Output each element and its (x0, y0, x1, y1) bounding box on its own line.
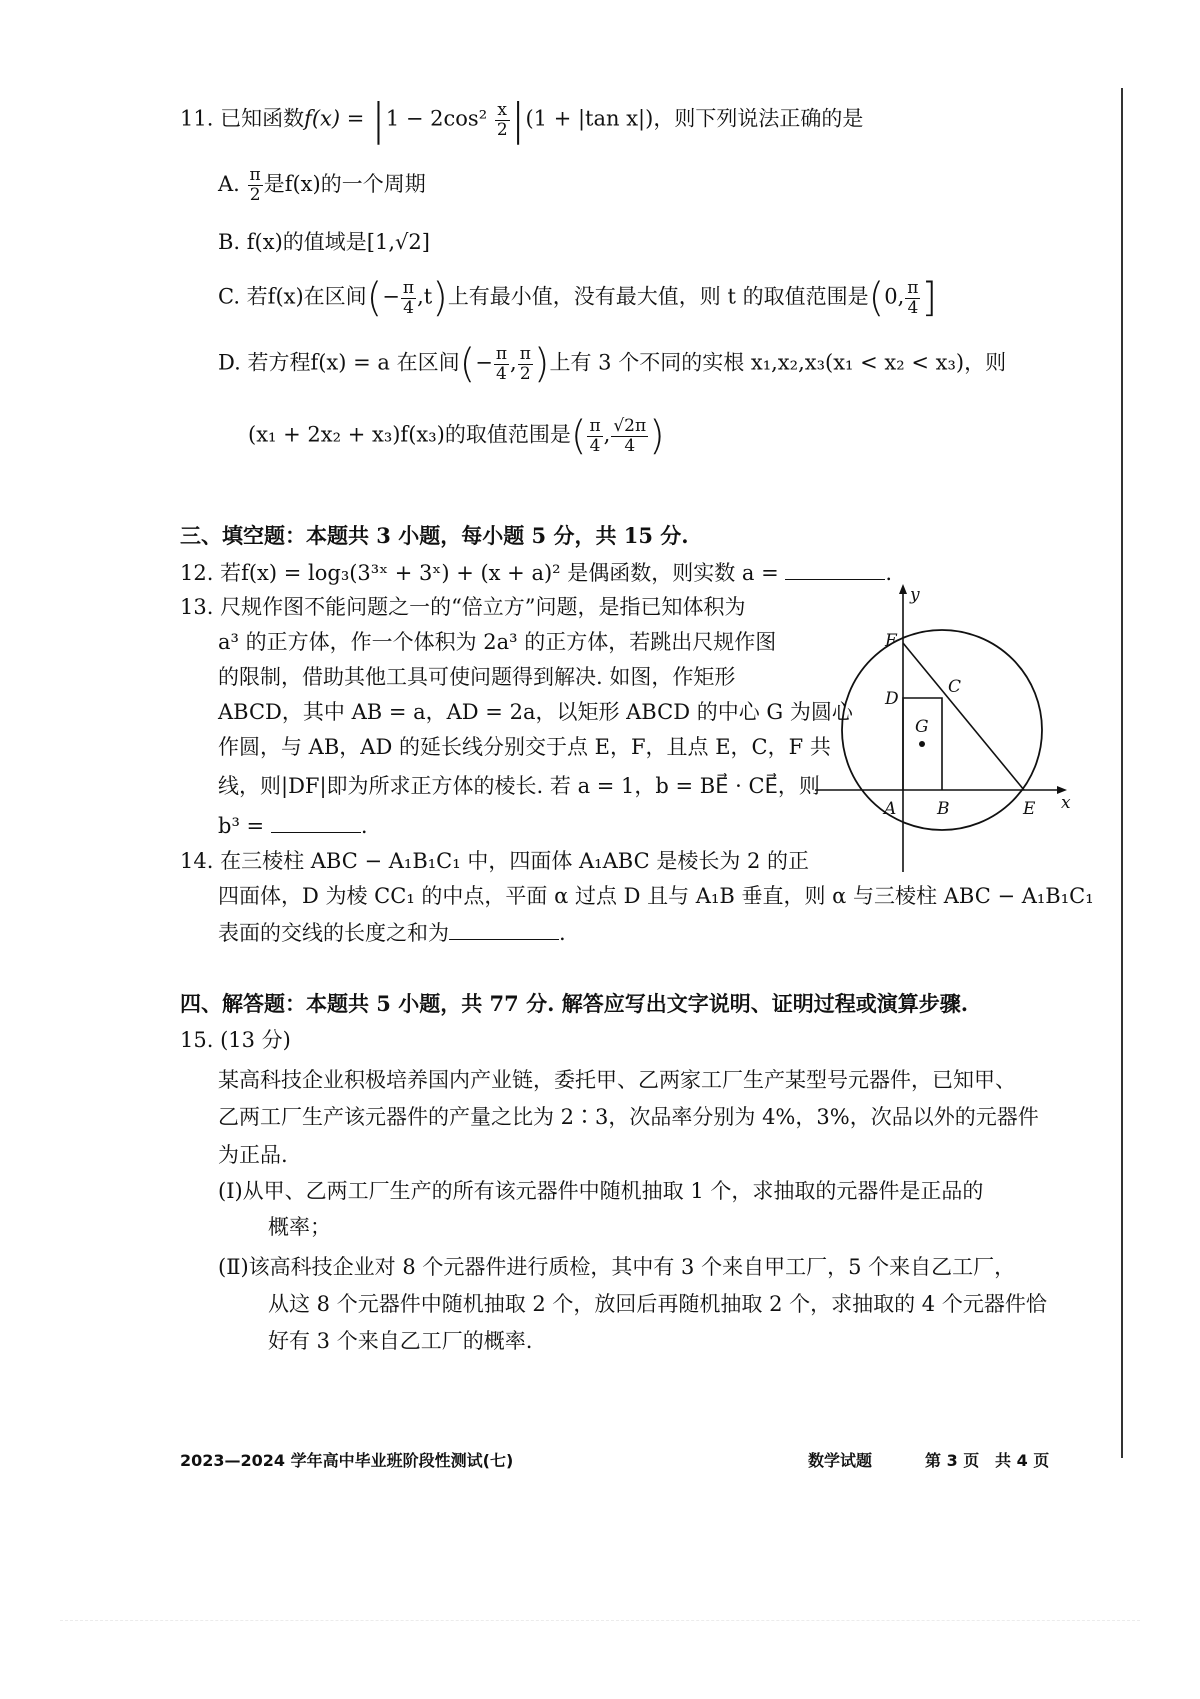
label-d: D (885, 689, 899, 709)
point-g (919, 741, 925, 747)
q12-answer-blank (785, 557, 885, 580)
q11-option-c: C. 若f(x)在区间(− $\frac{\pi}{4}$ ,t)上有最小值，没有最大值，则 t 的取值范围是(0, $\frac{\pi}{4}$ ] (218, 275, 938, 321)
section-4-title: 四、解答题：本题共 5 小题，共 77 分. 解答应写出文字说明、证明过程或演算步骤. (180, 991, 969, 1016)
q13-line-1: 13. 尺规作图不能问题之一的“倍立方”问题，是指已知体积为 (180, 595, 746, 619)
q15-part-2-cont-1: 从这 8 个元器件中随机抽取 2 个，放回后再随机抽取 2 个，求抽取的 4 个元器件恰 (268, 1292, 1047, 1316)
q14-line-3: 表面的交线的长度之和为 . (218, 917, 566, 947)
q13-line-4: ABCD，其中 AB = a，AD = 2a，以矩形 ABCD 的中心 G 为圆心 (218, 700, 853, 724)
footer-subject: 数学试题 (808, 1451, 873, 1470)
label-x: x (1061, 793, 1071, 813)
q15-part-1-cont: 概率； (268, 1215, 331, 1239)
label-y: y (910, 585, 920, 605)
q15-heading: 15. (13 分) (180, 1028, 291, 1052)
label-b: B (937, 799, 950, 819)
q11-option-d-line2: (x₁ + 2x₂ + x₃)f(x₃)的取值范围是( $\frac{\pi}{4}$ , $\frac{√2\pi}{4}$ ) (248, 413, 665, 459)
q13-answer-blank (271, 810, 361, 833)
scan-artifact (60, 1620, 1140, 1621)
q11-option-a: A. $\frac{\pi}{2}$ 是f(x)的一个周期 (218, 165, 426, 205)
y-axis-arrow (899, 584, 907, 594)
q12: 12. 若f(x) = log₃(3³ˣ + 3ˣ) + (x + a)² 是偶函数，则实数 a = . (180, 557, 892, 587)
q15-part-2: (Ⅱ)该高科技企业对 8 个元器件进行质检，其中有 3 个来自甲工厂，5 个来自乙工厂， (218, 1255, 1016, 1279)
footer-exam-title: 2023—2024 学年高中毕业班阶段性测试(七) (180, 1451, 514, 1470)
label-f: F (885, 631, 897, 651)
q11-stem: 11. 已知函数f(x) = |1 − 2cos² $\frac{x}{2}$ |(1 + |tan x|)，则下列说法正确的是 (180, 94, 864, 145)
q13-line-2: a³ 的正方体，作一个体积为 2a³ 的正方体，若跳出尺规作图 (218, 630, 777, 654)
q13-line-5: 作圆，与 AB，AD 的延长线分别交于点 E，F，且点 E，C，F 共 (218, 735, 831, 759)
q15-part-2-cont-2: 好有 3 个来自乙工厂的概率. (268, 1329, 533, 1353)
footer-page-number: 第 3 页 (925, 1451, 980, 1470)
q14-line-1: 14. 在三棱柱 ABC − A₁B₁C₁ 中，四面体 A₁ABC 是棱长为 2 的正 (180, 849, 810, 873)
geometry-figure (815, 580, 1075, 880)
section-3-title: 三、填空题：本题共 3 小题，每小题 5 分，共 15 分. (180, 523, 689, 548)
label-a: A (884, 799, 897, 819)
q11-option-b: B. f(x)的值域是[1,√2] (218, 230, 430, 254)
margin-rule (1121, 88, 1123, 1458)
label-e: E (1023, 799, 1036, 819)
label-g: G (915, 717, 929, 737)
q15-para-3: 为正品. (218, 1143, 288, 1167)
q13-line-7: b³ = . (218, 810, 368, 840)
q13-line-3: 的限制，借助其他工具可使问题得到解决. 如图，作矩形 (218, 665, 736, 689)
q11-option-d: D. 若方程f(x) = a 在区间(− $\frac{\pi}{4}$ , $\frac{\pi}{2}$ )上有 3 个不同的实根 x₁,x₂,x₃(x₁ < x₂ < x₃)，则 (218, 341, 1007, 387)
q14-answer-blank (449, 917, 559, 940)
label-c: C (948, 677, 962, 697)
footer-page-total: 共 4 页 (995, 1451, 1050, 1470)
q14-line-2: 四面体，D 为棱 CC₁ 的中点，平面 α 过点 D 且与 A₁B 垂直，则 α 与三棱柱 ABC − A₁B₁C₁ (218, 884, 1094, 908)
q15-para-2: 乙两工厂生产该元器件的产量之比为 2∶3，次品率分别为 4%，3%，次品以外的元器件 (218, 1105, 1039, 1129)
q15-para-1: 某高科技企业积极培养国内产业链，委托甲、乙两家工厂生产某型号元器件，已知甲、 (218, 1068, 1016, 1092)
q13-line-6: 线，则|DF|即为所求正方体的棱长. 若 a = 1，b = BE⃗ · CE⃗，则 (218, 774, 820, 798)
q15-part-1: (Ⅰ)从甲、乙两工厂生产的所有该元器件中随机抽取 1 个，求抽取的元器件是正品的 (218, 1179, 984, 1203)
